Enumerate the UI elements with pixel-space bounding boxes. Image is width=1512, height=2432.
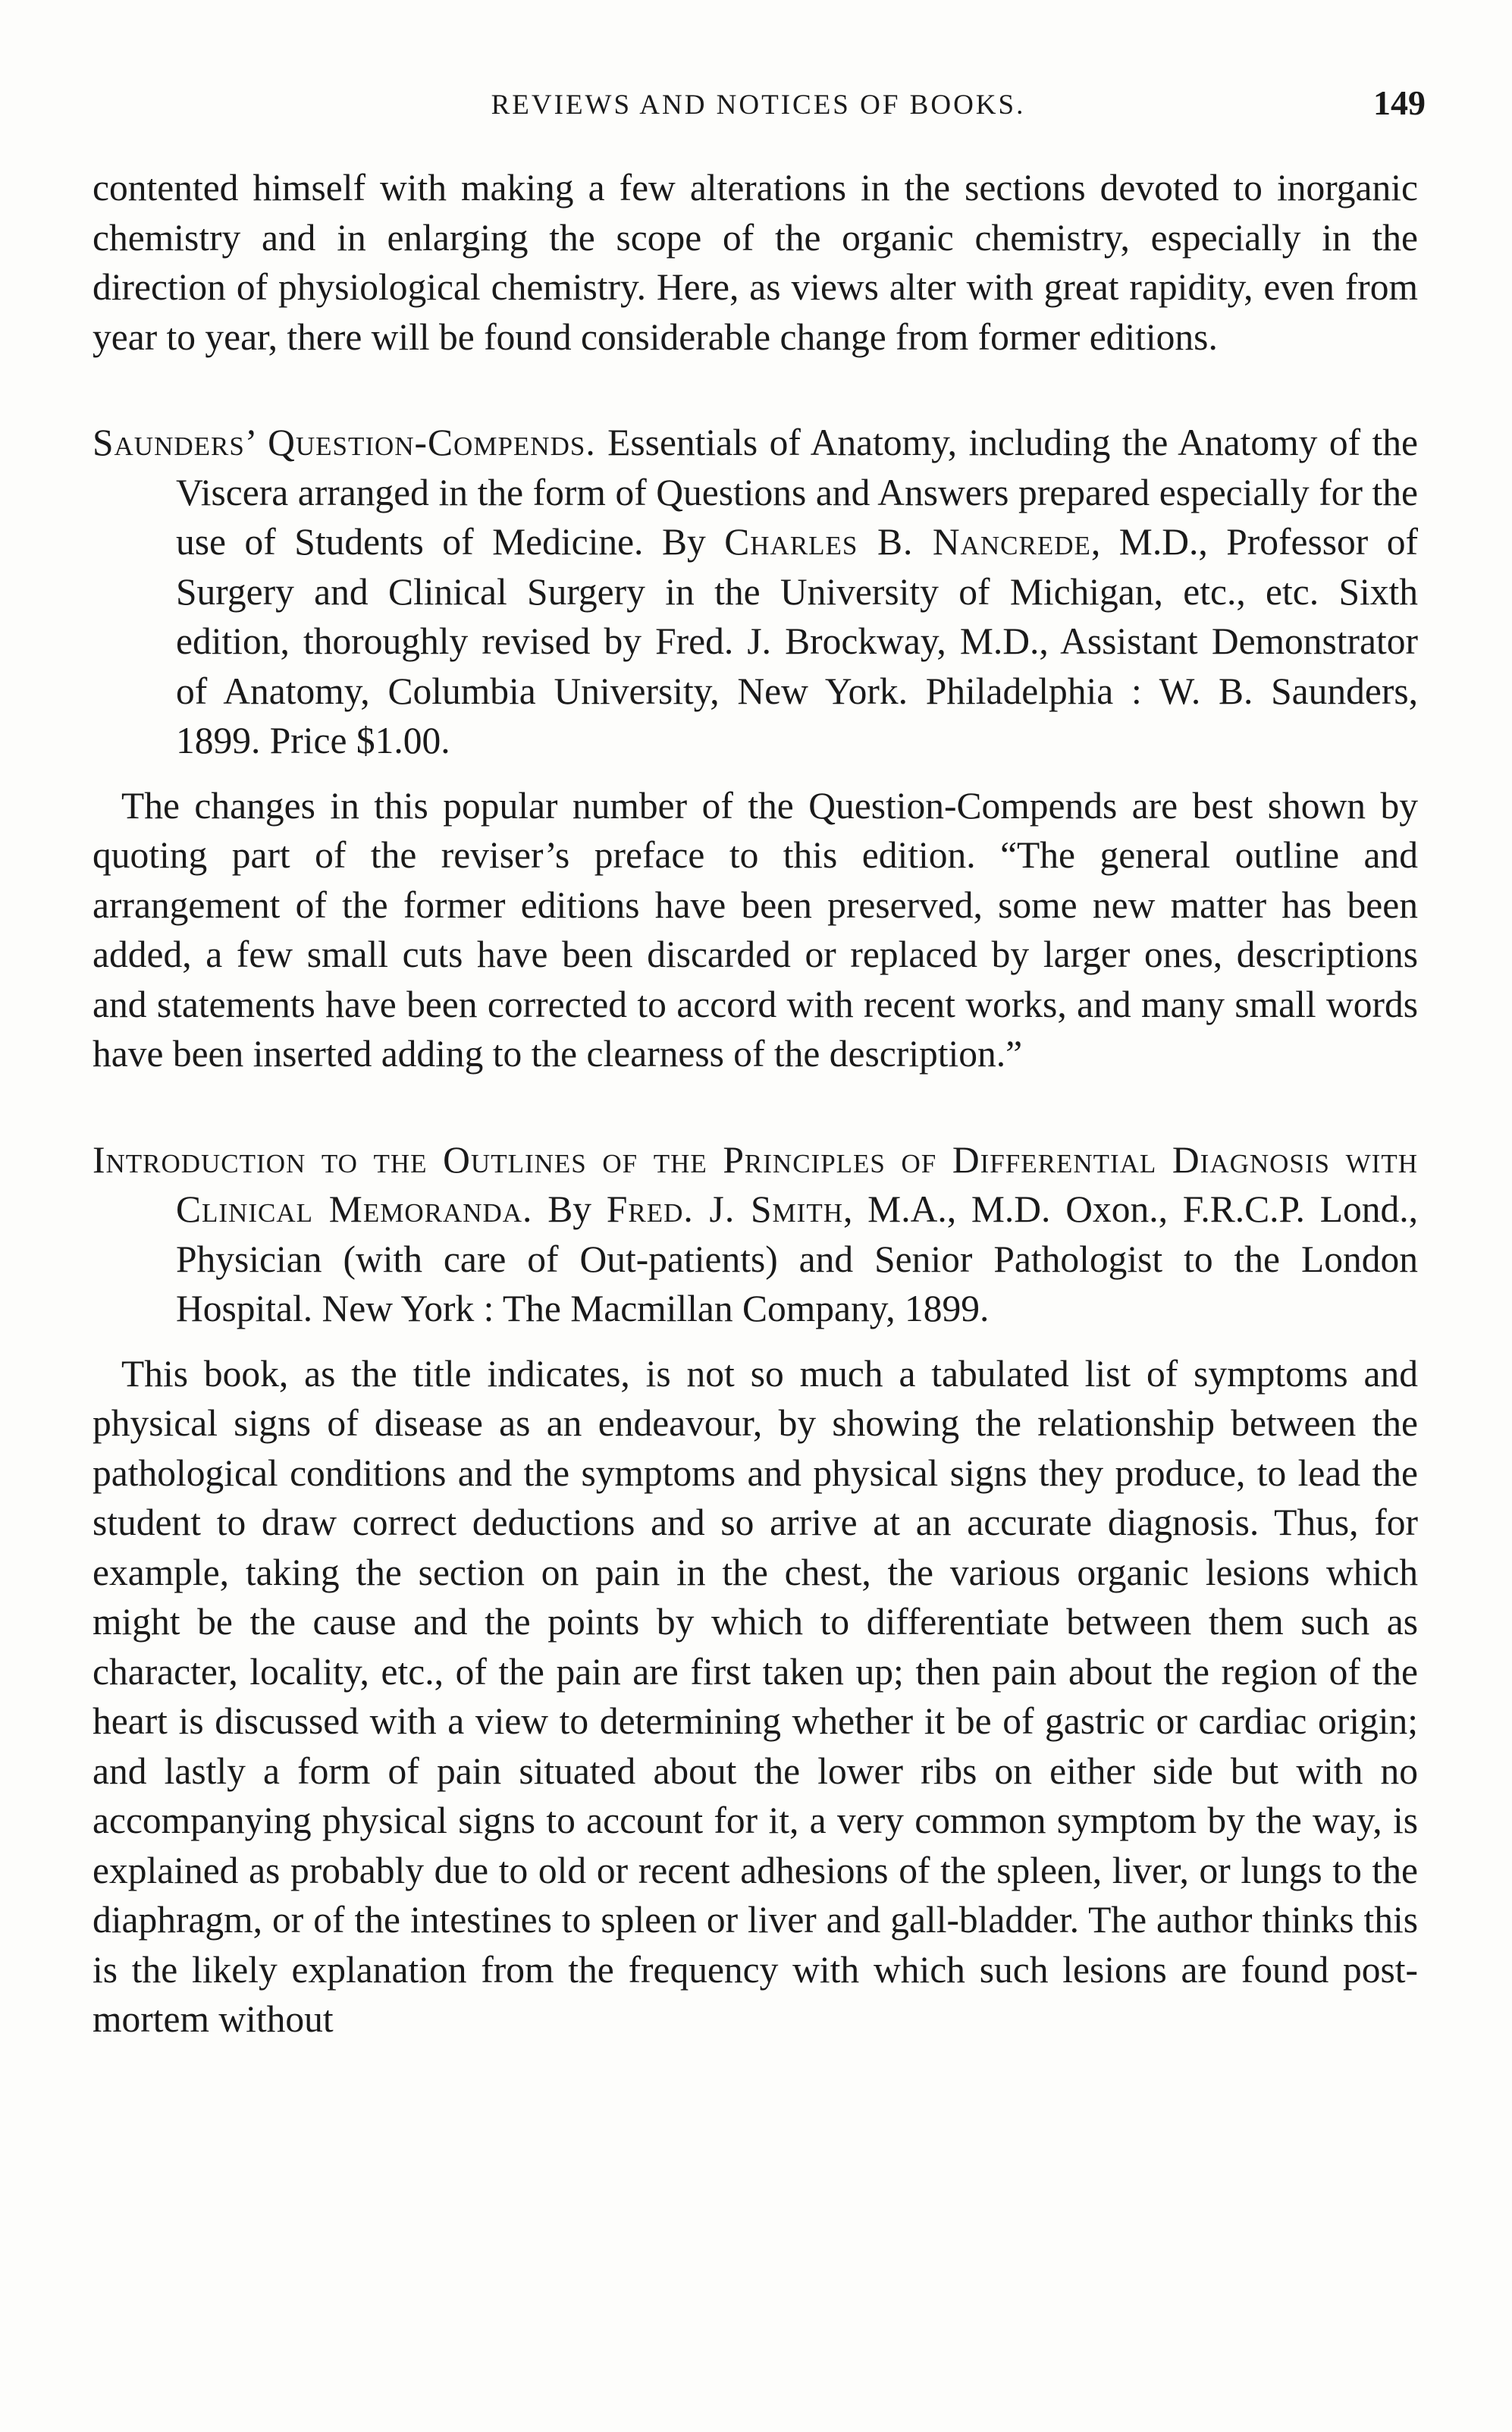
- book-entry-question-compends: [93, 418, 1418, 766]
- paragraph-continuation: contented himself with making a few alterations in the sections devoted to inorganic chemistry and in enlarging the scope of the organic chemistry, especially in the direction of physiological chemistry. Here, as views alter with great rapidity, even from year to year, there will be found considerable change from former editions.: [93, 167, 1418, 358]
- book-entry-differential-diagnosis: [93, 1135, 1418, 1334]
- entry-author: Charles B. Nancrede: [724, 521, 1091, 563]
- running-title: REVIEWS AND NOTICES OF BOOKS.: [491, 89, 1026, 121]
- entry-details-b: , M.D., Professor of Surgery and Clinical Surgery in the University of Michigan, etc., etc. Sixth edition, thoroughly revised by Fred. J. Brockway, M.D., Assistant Demonstrator of Anatomy, Columbia University, New York. Philadelphia : W. B. Saunders, 1899. Price $1.00.: [176, 521, 1418, 761]
- entry-title: Saunders’ Question-Compends.: [93, 422, 596, 463]
- running-head: [91, 80, 1426, 133]
- review-paragraph: The changes in this popular number of the Question-Compends are best shown by quoting part of the reviser’s preface to this edition. “The general outline and arrangement of the former editions have been preserved, some new matter has been added, a few small cuts have been discarded or replaced by larger ones, descriptions and statements have been corrected to accord with recent works, and many small words have been inserted adding to the clearness of the description.”: [93, 784, 1418, 1075]
- page-number: 149: [1373, 83, 1426, 122]
- entry-details: , M.A., M.D. Oxon., F.R.C.P. Lond., Physician (with care of Out-patients) and Senior Pathologist to the London Hospital. New York : The Macmillan Company, 1899.: [176, 1188, 1418, 1329]
- entry-author: Fred. J. Smith: [606, 1188, 843, 1230]
- entry-by: By: [532, 1188, 607, 1230]
- entry-title: Introduction to the Outlines of the Principles of Differential Diagnosis with Clinical Memoranda.: [93, 1138, 1418, 1230]
- body-text: [93, 163, 1418, 2044]
- entry-details-a: Essentials of Anatomy, including the Anatomy of the Viscera arranged in the form of Questions and Answers prepared especially for the use of Students of Medicine. By: [176, 422, 1418, 563]
- review-paragraph: This book, as the title indicates, is not so much a tabulated list of symptoms and physical signs of disease as an endeavour, by showing the relationship between the pathological conditions and the symptoms and physical signs they produce, to lead the student to draw correct deductions and so arrive at an accurate diagnosis. Thus, for example, taking the section on pain in the chest, the various organic lesions which might be the cause and the points by which to differentiate between them such as character, locality, etc., of the pain are first taken up; then pain about the region of the heart is discussed with a view to determining whether it be of gastric or cardiac origin; and lastly a form of pain situated about the lower ribs on either side but with no accompanying physical signs to account for it, a very common symptom by the way, is explained as probably due to old or recent adhesions of the spleen, liver, or lungs to the diaphragm, or of the intestines to spleen or liver and gall-bladder. The author thinks this is the likely explanation from the frequency with which such lesions are found post-mortem without: [93, 1352, 1418, 2040]
